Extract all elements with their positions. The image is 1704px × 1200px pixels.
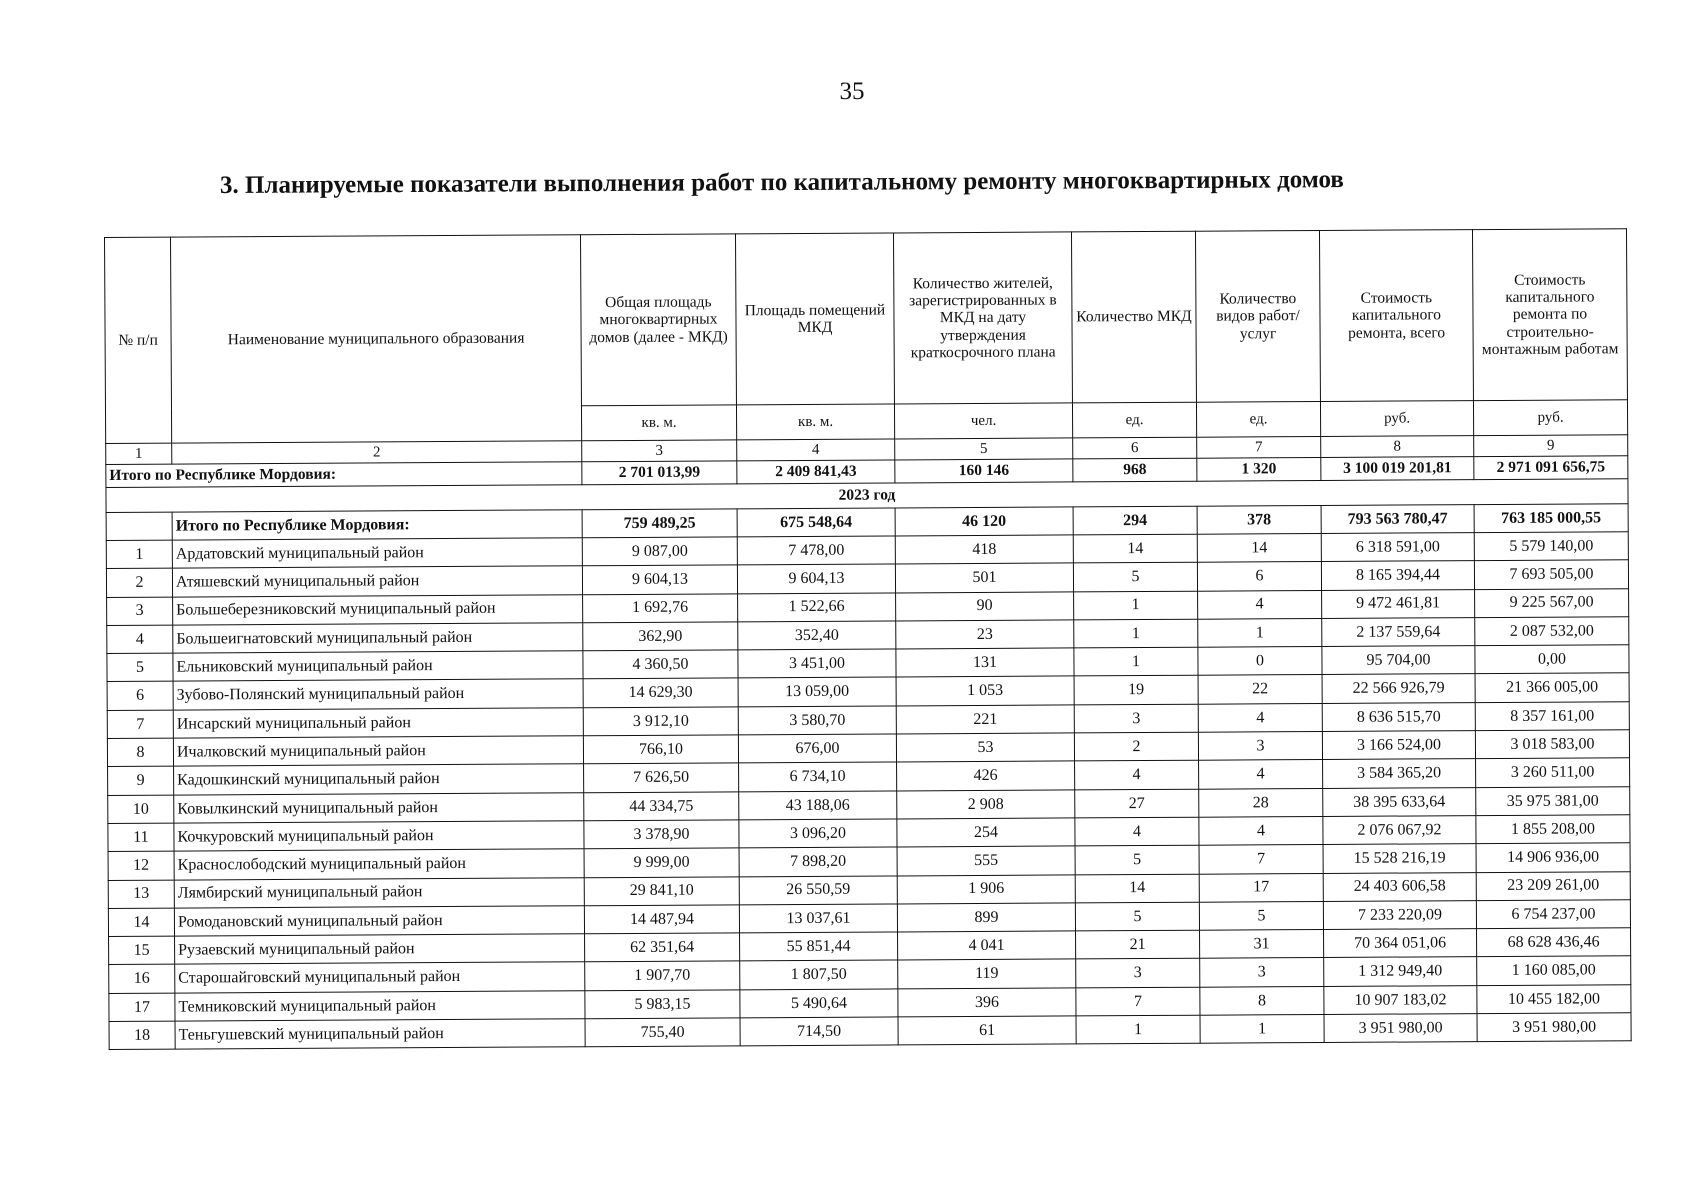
- residents-cell: 221: [896, 705, 1074, 734]
- total-area-cell: 4 360,50: [583, 650, 738, 679]
- total-area-cell: 14 629,30: [583, 678, 738, 707]
- total-area-cell: 362,90: [583, 622, 738, 651]
- total-area-cell: 766,10: [583, 735, 738, 764]
- row-number: 18: [109, 1021, 175, 1050]
- total-cost-cell: 8 165 394,44: [1321, 561, 1474, 590]
- row-number: 9: [108, 766, 174, 795]
- total-cost-cell: 6 318 591,00: [1321, 533, 1474, 562]
- indicators-table: [104, 228, 1632, 1050]
- residents-cell: 131: [896, 648, 1074, 677]
- total-area-cell: 62 351,64: [585, 933, 740, 962]
- works-count-cell: 3: [1200, 958, 1324, 987]
- residents-cell: 396: [898, 988, 1076, 1017]
- header-total-area: Общая площадь многоквартирных домов (далее - МКД): [580, 234, 736, 406]
- mkd-count-cell: 4: [1075, 817, 1199, 846]
- works-count-cell: 5: [1199, 901, 1323, 930]
- header-premises-area: Площадь помещений МКД: [735, 233, 894, 405]
- smr-cost-cell: 1 160 085,00: [1477, 956, 1631, 985]
- row-number: 1: [106, 540, 172, 569]
- total-cost-cell: 24 403 606,58: [1323, 872, 1476, 901]
- column-number: 1: [106, 443, 172, 464]
- unit-smr-cost: руб.: [1473, 400, 1627, 436]
- residents-cell: 53: [896, 733, 1074, 762]
- header-municipality: Наименование муниципального образования: [171, 235, 582, 443]
- residents-cell: 501: [895, 563, 1073, 592]
- municipality-name: Атяшевский муниципальный район: [172, 566, 582, 597]
- smr-cost-cell: 0,00: [1475, 645, 1629, 674]
- municipality-name: Зубово-Полянский муниципальный район: [173, 679, 583, 710]
- municipality-name: Темниковский муниципальный район: [175, 990, 585, 1021]
- total-area-cell: 9 087,00: [582, 537, 737, 566]
- total-cost-cell: 2 076 067,92: [1323, 816, 1476, 845]
- smr-cost-cell: 5 579 140,00: [1474, 532, 1628, 561]
- premises-area-cell: 6 734,10: [739, 762, 897, 791]
- municipality-name: Ромодановский муниципальный район: [174, 906, 584, 937]
- works-count-cell: 4: [1198, 590, 1322, 619]
- total-area-cell: 9 604,13: [582, 565, 737, 594]
- residents-cell: 119: [898, 959, 1076, 988]
- year-total-area: 759 489,25: [582, 509, 737, 538]
- premises-area-cell: 1 807,50: [740, 960, 898, 989]
- municipality-name: Инсарский муниципальный район: [173, 708, 583, 739]
- smr-cost-cell: 8 357 161,00: [1475, 702, 1629, 731]
- works-count-cell: 3: [1198, 732, 1322, 761]
- total-area-cell: 14 487,94: [584, 905, 739, 934]
- indicators-table-wrapper: [104, 228, 1631, 1050]
- residents-cell: 555: [897, 846, 1075, 875]
- mkd-count-cell: 7: [1076, 987, 1200, 1016]
- mkd-count-cell: 1: [1074, 591, 1198, 620]
- row-number: 17: [109, 993, 175, 1022]
- municipality-name: Большеберезниковский муниципальный район: [173, 594, 583, 625]
- column-number: 3: [582, 440, 737, 462]
- row-number: 15: [109, 936, 175, 965]
- total-area-cell: 7 626,50: [584, 763, 739, 792]
- total-cost-cell: 38 395 633,64: [1323, 787, 1476, 816]
- row-number: 7: [107, 710, 173, 739]
- municipality-name: Ельниковский муниципальный район: [173, 651, 583, 682]
- works-count-cell: 4: [1198, 703, 1322, 732]
- works-count-cell: 17: [1199, 873, 1323, 902]
- works-count-cell: 7: [1199, 845, 1323, 874]
- works-count-cell: 4: [1199, 760, 1323, 789]
- works-count-cell: 1: [1200, 1015, 1324, 1044]
- row-number: 14: [108, 908, 174, 937]
- row-number: 11: [108, 823, 174, 852]
- mkd-count-cell: 3: [1074, 704, 1198, 733]
- smr-cost-cell: 21 366 005,00: [1475, 673, 1629, 702]
- row-number: 5: [107, 653, 173, 682]
- total-area-cell: 1 692,76: [583, 593, 738, 622]
- premises-area-cell: 9 604,13: [737, 564, 895, 593]
- header-mkd-count: Количество МКД: [1071, 231, 1196, 403]
- premises-area-cell: 26 550,59: [739, 876, 897, 905]
- smr-cost-cell: 6 754 237,00: [1476, 900, 1630, 929]
- mkd-count-cell: 1: [1074, 619, 1198, 648]
- column-number: 6: [1073, 437, 1197, 459]
- residents-cell: 23: [896, 620, 1074, 649]
- premises-area-cell: 676,00: [738, 734, 896, 763]
- works-count-cell: 8: [1200, 986, 1324, 1015]
- column-number: 2: [172, 441, 582, 464]
- premises-area-cell: 352,40: [738, 621, 896, 650]
- total-area-cell: 5 983,15: [585, 990, 740, 1019]
- residents-cell: 426: [897, 761, 1075, 790]
- mkd-count-cell: 2: [1074, 732, 1198, 761]
- mkd-count-cell: 5: [1073, 563, 1197, 592]
- column-number: 9: [1474, 435, 1628, 457]
- municipality-name: Кадошкинский муниципальный район: [174, 764, 584, 795]
- residents-cell: 4 041: [898, 931, 1076, 960]
- smr-cost-cell: 10 455 182,00: [1477, 984, 1631, 1013]
- smr-cost-cell: 2 087 532,00: [1475, 617, 1629, 646]
- grand-total-residents: 160 146: [895, 459, 1073, 483]
- mkd-count-cell: 21: [1076, 930, 1200, 959]
- municipality-name: Рузаевский муниципальный район: [175, 934, 585, 965]
- total-cost-cell: 15 528 216,19: [1323, 844, 1476, 873]
- column-number: 4: [737, 439, 895, 461]
- column-number: 7: [1197, 436, 1321, 458]
- works-count-cell: 1: [1198, 618, 1322, 647]
- year-total-mkd: 294: [1073, 506, 1197, 535]
- grand-total-area: 2 701 013,99: [582, 461, 737, 485]
- unit-residents: чел.: [894, 403, 1072, 439]
- premises-area-cell: 7 478,00: [737, 536, 895, 565]
- unit-total-cost: руб.: [1320, 401, 1473, 437]
- municipality-name: Кочкуровский муниципальный район: [174, 821, 584, 852]
- total-cost-cell: 2 137 559,64: [1322, 618, 1475, 647]
- grand-total-label: Итого по Республике Мордовия:: [106, 462, 582, 488]
- mkd-count-cell: 14: [1075, 874, 1199, 903]
- smr-cost-cell: 3 951 980,00: [1477, 1013, 1631, 1042]
- residents-cell: 2 908: [897, 790, 1075, 819]
- premises-area-cell: 714,50: [740, 1017, 898, 1046]
- row-number: 3: [107, 597, 173, 626]
- year-total-cost: 793 563 780,47: [1321, 505, 1474, 534]
- column-number: 5: [895, 438, 1073, 460]
- header-smr-cost: Стоимость капитального ремонта по строительно-монтажным работам: [1472, 229, 1627, 401]
- residents-cell: 61: [898, 1016, 1076, 1045]
- municipality-name: Лямбирский муниципальный район: [174, 877, 584, 908]
- premises-area-cell: 13 059,00: [738, 677, 896, 706]
- row-number: 12: [108, 851, 174, 880]
- total-cost-cell: 8 636 515,70: [1322, 702, 1475, 731]
- grand-total-mkd: 968: [1073, 458, 1197, 482]
- year-label: 2023 год: [106, 479, 1628, 513]
- total-cost-cell: 3 584 365,20: [1323, 759, 1476, 788]
- document-title: 3. Планируемые показатели выполнения работ по капитальному ремонту многоквартирных домов: [219, 166, 1344, 199]
- grand-total-smr: 2 971 091 656,75: [1474, 456, 1628, 480]
- smr-cost-cell: 35 975 381,00: [1476, 786, 1630, 815]
- row-number: 16: [109, 965, 175, 994]
- mkd-count-cell: 14: [1073, 534, 1197, 563]
- smr-cost-cell: 1 855 208,00: [1476, 815, 1630, 844]
- total-cost-cell: 3 951 980,00: [1324, 1014, 1477, 1043]
- mkd-count-cell: 1: [1076, 1015, 1200, 1044]
- premises-area-cell: 3 451,00: [738, 649, 896, 678]
- total-area-cell: 3 912,10: [583, 707, 738, 736]
- residents-cell: 899: [897, 903, 1075, 932]
- municipality-name: Ковылкинский муниципальный район: [174, 792, 584, 823]
- total-area-cell: 3 378,90: [584, 820, 739, 849]
- total-area-cell: 1 907,70: [585, 961, 740, 990]
- unit-premises-area: кв. м.: [736, 404, 894, 440]
- premises-area-cell: 13 037,61: [739, 904, 897, 933]
- works-count-cell: 0: [1198, 647, 1322, 676]
- works-count-cell: 6: [1197, 562, 1321, 591]
- smr-cost-cell: 3 018 583,00: [1475, 730, 1629, 759]
- mkd-count-cell: 3: [1076, 959, 1200, 988]
- municipality-name: Ардатовский муниципальный район: [172, 538, 582, 569]
- total-cost-cell: 9 472 461,81: [1322, 589, 1475, 618]
- row-number: 13: [108, 880, 174, 909]
- smr-cost-cell: 3 260 511,00: [1476, 758, 1630, 787]
- grand-total-premises: 2 409 841,43: [737, 460, 895, 484]
- header-total-cost: Стоимость капитального ремонта, всего: [1319, 230, 1473, 402]
- premises-area-cell: 3 096,20: [739, 819, 897, 848]
- row-number: 6: [107, 682, 173, 711]
- residents-cell: 1 906: [897, 874, 1075, 903]
- unit-mkd-count: ед.: [1072, 402, 1196, 438]
- works-count-cell: 31: [1200, 930, 1324, 959]
- municipality-name: Большеигнатовский муниципальный район: [173, 623, 583, 654]
- works-count-cell: 28: [1199, 788, 1323, 817]
- smr-cost-cell: 68 628 436,46: [1477, 928, 1631, 957]
- residents-cell: 1 053: [896, 676, 1074, 705]
- mkd-count-cell: 5: [1075, 902, 1199, 931]
- column-number: 8: [1321, 436, 1474, 458]
- smr-cost-cell: 23 209 261,00: [1476, 871, 1630, 900]
- works-count-cell: 4: [1199, 816, 1323, 845]
- smr-cost-cell: 7 693 505,00: [1474, 560, 1628, 589]
- grand-total-cost: 3 100 019 201,81: [1321, 457, 1474, 481]
- total-area-cell: 9 999,00: [584, 848, 739, 877]
- smr-cost-cell: 9 225 567,00: [1475, 588, 1629, 617]
- unit-total-area: кв. м.: [581, 405, 736, 441]
- premises-area-cell: 7 898,20: [739, 847, 897, 876]
- header-residents: Количество жителей, зарегистрированных в МКД на дату утверждения краткосрочного плана: [893, 232, 1072, 404]
- residents-cell: 418: [895, 535, 1073, 564]
- total-area-cell: 44 334,75: [584, 792, 739, 821]
- mkd-count-cell: 1: [1074, 647, 1198, 676]
- grand-total-works: 1 320: [1197, 457, 1321, 481]
- total-cost-cell: 95 704,00: [1322, 646, 1475, 675]
- works-count-cell: 14: [1197, 533, 1321, 562]
- year-total-residents: 46 120: [895, 507, 1073, 536]
- premises-area-cell: 3 580,70: [738, 706, 896, 735]
- row-number: 4: [107, 625, 173, 654]
- year-total-smr: 763 185 000,55: [1474, 504, 1628, 533]
- row-number: 2: [106, 568, 172, 597]
- total-area-cell: 755,40: [585, 1018, 740, 1047]
- year-total-works: 378: [1197, 505, 1321, 534]
- row-number: 8: [107, 738, 173, 767]
- page-number: 35: [839, 78, 865, 105]
- residents-cell: 90: [896, 592, 1074, 621]
- header-number: № п/п: [105, 237, 172, 443]
- row-number: 10: [108, 795, 174, 824]
- total-area-cell: 29 841,10: [584, 876, 739, 905]
- header-works-count: Количество видов работ/услуг: [1195, 230, 1320, 402]
- premises-area-cell: 43 188,06: [739, 791, 897, 820]
- total-cost-cell: 10 907 183,02: [1324, 985, 1477, 1014]
- total-cost-cell: 22 566 926,79: [1322, 674, 1475, 703]
- municipality-name: Ичалковский муниципальный район: [173, 736, 583, 767]
- year-total-index: [106, 512, 172, 540]
- residents-cell: 254: [897, 818, 1075, 847]
- mkd-count-cell: 5: [1075, 845, 1199, 874]
- total-cost-cell: 1 312 949,40: [1324, 957, 1477, 986]
- total-cost-cell: 70 364 051,06: [1324, 929, 1477, 958]
- municipality-name: Теньгушевский муниципальный район: [175, 1019, 585, 1050]
- mkd-count-cell: 19: [1074, 676, 1198, 705]
- municipality-name: Краснослободский муниципальный район: [174, 849, 584, 880]
- smr-cost-cell: 14 906 936,00: [1476, 843, 1630, 872]
- total-cost-cell: 7 233 220,09: [1323, 900, 1476, 929]
- unit-works-count: ед.: [1196, 401, 1320, 437]
- year-total-label: Итого по Республике Мордовия:: [172, 510, 582, 540]
- premises-area-cell: 55 851,44: [740, 932, 898, 961]
- total-cost-cell: 3 166 524,00: [1322, 731, 1475, 760]
- municipality-name: Старошайговский муниципальный район: [175, 962, 585, 993]
- works-count-cell: 22: [1198, 675, 1322, 704]
- premises-area-cell: 1 522,66: [738, 593, 896, 622]
- mkd-count-cell: 27: [1075, 789, 1199, 818]
- premises-area-cell: 5 490,64: [740, 989, 898, 1018]
- mkd-count-cell: 4: [1075, 761, 1199, 790]
- year-total-premises: 675 548,64: [737, 508, 895, 537]
